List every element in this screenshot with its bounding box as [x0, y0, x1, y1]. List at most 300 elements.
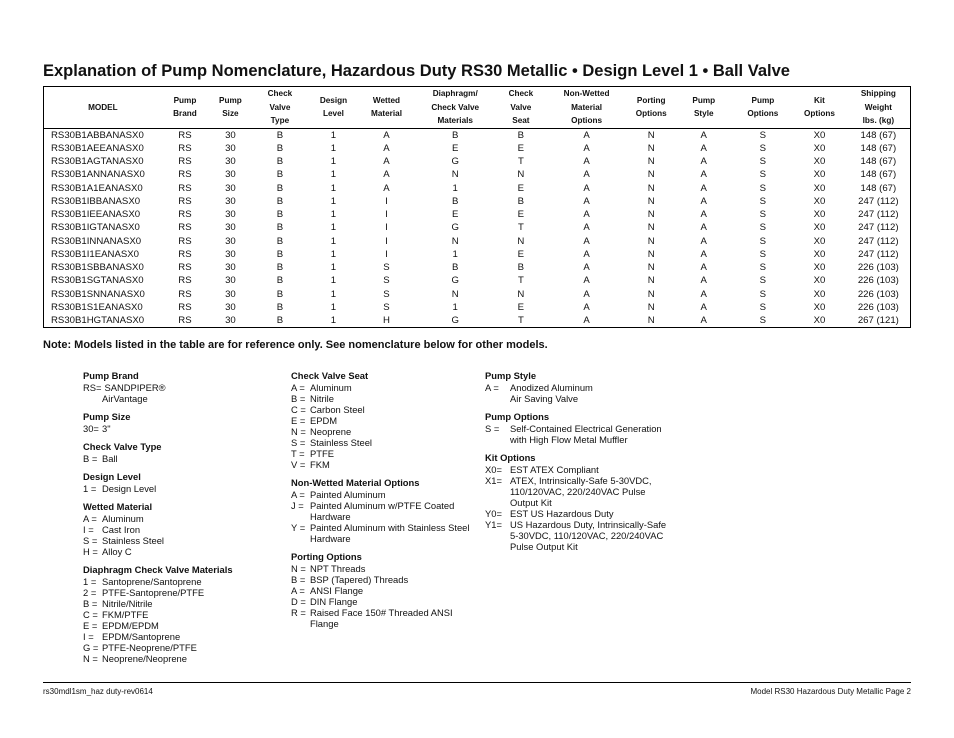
column-header [162, 87, 208, 129]
table-cell: E [517, 142, 525, 154]
legend-code: 30= [83, 423, 99, 434]
table-cell: A [583, 275, 590, 287]
legend-item [291, 489, 471, 500]
legend-section [83, 370, 268, 404]
legend-item [83, 535, 268, 546]
legend-description: Santoprene/Santoprene [102, 576, 202, 587]
column-header [497, 87, 544, 129]
column-header [413, 87, 497, 129]
column-header [674, 87, 734, 129]
table-cell: 30 [225, 195, 236, 207]
legend-description: Painted Aluminum w/PTFE Coated Hardware [310, 500, 455, 522]
column-header [44, 87, 162, 129]
table-cell: RS [178, 156, 192, 168]
legend-item [291, 382, 471, 393]
legend-description: Carbon Steel [310, 404, 365, 415]
legend-code: E = [291, 415, 306, 426]
column-header [253, 87, 308, 129]
legend-item [291, 607, 471, 629]
table-cell: S [759, 275, 767, 287]
legend-description: DIN Flange [310, 596, 358, 607]
table-cell: 226 (103) [847, 288, 911, 301]
legend-code: D = [291, 596, 306, 607]
table-cell: A [583, 169, 590, 181]
legend-item [83, 631, 268, 642]
column-header-line: Materials [437, 116, 473, 125]
legend-code: A = [291, 585, 305, 596]
legend-code: S = [485, 423, 500, 434]
table-cell: S [759, 262, 767, 274]
table-cell: A [700, 248, 707, 260]
table-cell: G [413, 314, 497, 328]
legend-item [83, 453, 268, 464]
table-cell: B [276, 301, 284, 313]
table-row [44, 301, 911, 314]
table-cell: N [517, 235, 525, 247]
legend-item [291, 574, 471, 585]
legend-description: EST US Hazardous Duty [510, 508, 614, 519]
legend-item [485, 464, 670, 475]
column-header-line: Porting [636, 95, 666, 105]
legend-column-3 [485, 370, 670, 559]
legend-code: 1 = [83, 483, 97, 494]
table-cell: G [451, 222, 459, 234]
table-cell: N [647, 288, 655, 300]
legend-heading: Check Valve Seat [291, 370, 369, 381]
column-header-line: Pump [219, 95, 242, 105]
legend-item [83, 587, 268, 598]
table-cell: 30 [225, 169, 236, 181]
table-cell: N [451, 288, 459, 300]
column-header [792, 87, 847, 129]
table-cell: X0 [813, 301, 826, 313]
table-cell: 30 [225, 156, 236, 168]
table-cell: E [517, 301, 525, 313]
legend-item [83, 393, 268, 404]
table-cell: N [647, 235, 655, 247]
table-cell: RS [178, 222, 192, 234]
model-cell: RS30B1HGTANASX0 [44, 314, 162, 328]
column-header-line: Pump [173, 95, 197, 105]
table-cell: 1 [330, 142, 337, 154]
table-cell: N [647, 195, 655, 207]
column-header-line: Diaphragm/ [432, 89, 478, 98]
table-cell: 247 (112) [847, 235, 911, 248]
legend-section [291, 370, 471, 470]
legend-heading: Wetted Material [83, 501, 153, 512]
table-cell: A [700, 275, 707, 287]
table-cell: N [647, 142, 655, 154]
column-header-line: Options [747, 109, 779, 119]
table-cell: S [759, 156, 767, 168]
legend-description: Self-Contained Electrical Generation with High Flow Metal Muffler [510, 423, 662, 445]
legend-description: Painted Aluminum with Stainless Steel Hardware [310, 522, 470, 544]
column-header-line: Level [323, 109, 344, 119]
table-cell: A [583, 156, 590, 168]
legend-item [83, 382, 268, 393]
table-cell: A [700, 301, 707, 313]
legend-item [83, 642, 268, 653]
table-cell: B [276, 156, 284, 168]
table-cell: 1 [330, 275, 337, 287]
legend-code: B = [83, 453, 98, 464]
table-cell: 1 [330, 262, 337, 274]
table-row [44, 195, 911, 208]
column-header [734, 87, 793, 129]
table-cell: A [674, 314, 734, 328]
table-cell: A [700, 129, 707, 141]
column-header-line: Valve [269, 102, 291, 112]
table-cell: N [647, 301, 655, 313]
model-cell: RS30B1I1EANASX0 [44, 248, 162, 261]
legend-code: J = [291, 500, 304, 511]
legend-description: Nitrile [310, 393, 334, 404]
model-cell: RS30B1AEEANASX0 [44, 142, 162, 155]
legend-section [83, 564, 268, 664]
table-cell: E [517, 248, 525, 260]
legend-section [83, 471, 268, 494]
table-row [44, 142, 911, 155]
legend-code: B = [291, 574, 306, 585]
legend-description: Raised Face 150# Threaded ANSI Flange [310, 607, 453, 629]
legend-heading: Non-Wetted Material Options [291, 477, 420, 488]
table-cell: A [583, 235, 590, 247]
legend-heading: Check Valve Type [83, 441, 162, 452]
table-cell: 148 (67) [847, 155, 911, 168]
legend-heading: Pump Options [485, 411, 550, 422]
table-cell: T [517, 156, 524, 168]
model-cell: RS30B1IGTANASX0 [44, 221, 162, 234]
legend-column-2 [291, 370, 471, 636]
table-cell: B [276, 142, 284, 154]
table-cell: B [276, 222, 284, 234]
table-cell: X0 [813, 209, 826, 221]
legend-description: Nitrile/Nitrile [102, 598, 153, 609]
table-cell: E [517, 182, 525, 194]
table-cell: X0 [813, 195, 826, 207]
table-cell: A [383, 142, 390, 154]
legend-code: N = [83, 653, 98, 664]
table-cell: A [583, 262, 590, 274]
table-row [44, 155, 911, 168]
table-cell: B [517, 195, 525, 207]
column-header-line: Check Valve [431, 102, 480, 112]
column-header-line: Brand [173, 109, 197, 119]
table-cell: 30 [225, 129, 236, 141]
table-cell: X0 [813, 182, 826, 194]
legend-description: EPDM/Santoprene [102, 631, 181, 642]
table-cell: B [276, 169, 284, 181]
table-cell: S [759, 182, 767, 194]
model-cell: RS30B1SGTANASX0 [44, 274, 162, 287]
table-cell: A [583, 182, 590, 194]
column-header-line: Style [693, 109, 714, 119]
legend-item [291, 596, 471, 607]
table-cell: 30 [225, 222, 236, 234]
legend-description: Stainless Steel [102, 535, 165, 546]
table-cell: X0 [813, 222, 826, 234]
legend-heading: Pump Brand [83, 370, 139, 381]
legend-code: A = [291, 489, 305, 500]
table-cell: 1 [330, 248, 337, 260]
legend-code: C = [83, 609, 98, 620]
table-cell: 30 [225, 262, 236, 274]
table-cell: RS [178, 142, 192, 154]
table-cell: RS [178, 288, 192, 300]
model-cell: RS30B1IEEANASX0 [44, 208, 162, 221]
table-cell: S [759, 235, 767, 247]
legend-description: FKM/PTFE [102, 609, 149, 620]
table-cell: 30 [225, 248, 236, 260]
table-cell: S [383, 301, 390, 313]
legend-heading: Diaphragm Check Valve Materials [83, 564, 233, 575]
legend-item [291, 437, 471, 448]
column-header-line: Type [270, 116, 290, 125]
table-row [44, 288, 911, 301]
table-cell: S [759, 301, 767, 313]
table-cell: 1 [330, 222, 337, 234]
table-cell: A [383, 169, 390, 181]
legend-item [291, 585, 471, 596]
legend-code: RS= [83, 382, 102, 393]
legend-code: A = [291, 382, 305, 393]
legend-item [83, 524, 268, 535]
legend-code: N = [291, 426, 306, 437]
table-cell: N [628, 314, 673, 328]
table-cell: B [253, 314, 308, 328]
footer-doc-id: rs30mdl1sm_haz duty-rev0614 [43, 687, 153, 696]
column-header-line: Kit [813, 95, 825, 105]
column-header-line: Options [635, 109, 667, 119]
column-header [847, 87, 911, 129]
legend-description: Aluminum [102, 513, 144, 524]
model-cell: RS30B1SBBANASX0 [44, 261, 162, 274]
table-cell: N [647, 248, 655, 260]
legend-code: Y1= [485, 519, 502, 530]
legend-description: Stainless Steel [310, 437, 373, 448]
table-cell: B [276, 262, 284, 274]
table-cell: E [517, 209, 525, 221]
table-cell: 226 (103) [847, 261, 911, 274]
legend-code: I = [83, 524, 94, 535]
legend-code: 1 = [83, 576, 97, 587]
table-cell: A [383, 182, 390, 194]
table-cell: 30 [225, 142, 236, 154]
table-cell: N [647, 209, 655, 221]
table-row [44, 248, 911, 261]
table-cell: G [451, 275, 459, 287]
column-header-line: Options [803, 109, 835, 119]
table-cell: RS [178, 301, 192, 313]
page-title: Explanation of Pump Nomenclature, Hazardous Duty RS30 Metallic • Design Level 1 • Ball Valve [43, 62, 790, 80]
legend-item [291, 404, 471, 415]
table-cell: B [276, 129, 284, 141]
legend-item [485, 508, 670, 519]
table-cell: 30 [225, 182, 236, 194]
legend-code: E = [83, 620, 98, 631]
model-cell: RS30B1A1EANASX0 [44, 182, 162, 195]
table-cell: A [583, 248, 590, 260]
table-cell: N [647, 182, 655, 194]
legend-description: Painted Aluminum [310, 489, 386, 500]
legend-section [83, 501, 268, 557]
legend-item [83, 546, 268, 557]
legend-description: Alloy C [102, 546, 132, 557]
table-cell: S [759, 222, 767, 234]
table-cell: A [583, 222, 590, 234]
table-cell: X0 [813, 235, 826, 247]
table-cell: RS [178, 195, 192, 207]
table-cell: A [700, 209, 707, 221]
legend-code: I = [83, 631, 94, 642]
table-cell: A [700, 169, 707, 181]
table-cell: S [759, 142, 767, 154]
column-header-line: Non-Wetted [563, 89, 610, 98]
table-cell: S [759, 129, 767, 141]
table-cell: 30 [225, 288, 236, 300]
table-cell: H [360, 314, 414, 328]
legend-item [291, 448, 471, 459]
table-cell: S [759, 209, 767, 221]
legend-item [83, 513, 268, 524]
table-cell: RS [178, 182, 192, 194]
table-cell: B [517, 262, 525, 274]
table-cell: 30 [225, 209, 236, 221]
legend-code: B = [83, 598, 98, 609]
legend-description: Cast Iron [102, 524, 141, 535]
table-cell: A [383, 129, 390, 141]
table-cell: A [583, 301, 590, 313]
table-cell: A [700, 262, 707, 274]
table-cell: 30 [225, 235, 236, 247]
column-header-line: Pump [692, 95, 716, 105]
legend-item [485, 519, 670, 552]
legend-item [83, 483, 268, 494]
table-cell: A [583, 288, 590, 300]
legend-section [485, 452, 670, 552]
legend-code: Y = [291, 522, 306, 533]
table-cell: A [700, 156, 707, 168]
model-cell: RS30B1ANNANASX0 [44, 168, 162, 181]
table-cell: B [276, 209, 284, 221]
column-header-line: Size [222, 109, 239, 119]
legend-item [485, 393, 670, 404]
table-cell: X0 [813, 142, 826, 154]
table-cell: 226 (103) [847, 301, 911, 314]
table-cell: X0 [792, 314, 847, 328]
table-cell: 1 [330, 195, 337, 207]
legend-item [291, 393, 471, 404]
table-cell: N [647, 222, 655, 234]
table-cell: 1 [330, 169, 337, 181]
legend-description: Ball [102, 453, 118, 464]
table-cell: A [583, 209, 590, 221]
table-row [44, 235, 911, 248]
reference-note: Note: Models listed in the table are for reference only. See nomenclature below for other models. [43, 339, 548, 351]
table-cell: S [383, 262, 390, 274]
nomenclature-table [43, 86, 911, 328]
legend-item [291, 426, 471, 437]
table-cell: S [759, 288, 767, 300]
column-header [307, 87, 360, 129]
legend-code [485, 393, 510, 404]
legend-description: AirVantage [102, 393, 148, 404]
model-cell: RS30B1IBBANASX0 [44, 195, 162, 208]
table-row [44, 208, 911, 221]
table-cell: N [647, 156, 655, 168]
legend-section [291, 551, 471, 629]
legend-description: US Hazardous Duty, Intrinsically-Safe 5-30VDC, 110/120VAC, 220/240VAC Pulse Output Kit [510, 519, 667, 552]
table-cell: RS [178, 129, 192, 141]
legend-item [485, 382, 670, 393]
table-cell: 1 [452, 301, 458, 313]
table-cell: X0 [813, 156, 826, 168]
legend-description: Aluminum [310, 382, 352, 393]
table-cell: N [451, 169, 459, 181]
table-cell: A [383, 156, 390, 168]
table-cell: S [759, 195, 767, 207]
table-cell: 1 [452, 248, 458, 260]
column-header-line: Wetted [372, 95, 401, 105]
table-cell: I [385, 222, 388, 234]
legend-code: N = [291, 563, 306, 574]
table-cell: 1 [330, 288, 337, 300]
legend-item [485, 475, 670, 508]
legend-section [83, 411, 268, 434]
legend-item [83, 653, 268, 664]
legend-section [83, 441, 268, 464]
table-cell: B [452, 129, 459, 141]
table-cell: 1 [330, 129, 337, 141]
legend-code: S = [291, 437, 306, 448]
table-cell: B [276, 248, 284, 260]
table-cell: 148 (67) [847, 168, 911, 181]
table-cell: 148 (67) [847, 182, 911, 195]
column-header-line: Options [571, 116, 603, 125]
table-cell: 30 [225, 275, 236, 287]
table-row [44, 314, 911, 328]
model-cell: RS30B1SNNANASX0 [44, 288, 162, 301]
table-cell: N [647, 169, 655, 181]
table-cell: 1 [452, 182, 458, 194]
table-cell: A [700, 235, 707, 247]
table-cell: B [452, 195, 459, 207]
table-cell: E [452, 142, 459, 154]
table-cell: I [385, 209, 388, 221]
table-cell: RS [178, 275, 192, 287]
legend-item [291, 459, 471, 470]
table-cell: X0 [813, 129, 826, 141]
table-cell: X0 [813, 248, 826, 260]
legend-item [291, 563, 471, 574]
table-cell: S [759, 169, 767, 181]
legend-description: NPT Threads [310, 563, 366, 574]
table-cell: A [583, 142, 590, 154]
table-cell: G [451, 156, 459, 168]
column-header [360, 87, 414, 129]
legend-item [83, 609, 268, 620]
table-header-row [44, 87, 911, 129]
table-cell: RS [178, 235, 192, 247]
table-cell: T [517, 222, 524, 234]
table-cell: B [276, 182, 284, 194]
table-cell: N [647, 129, 655, 141]
model-cell: RS30B1S1EANASX0 [44, 301, 162, 314]
table-cell: A [700, 195, 707, 207]
table-cell: 1 [330, 209, 337, 221]
table-cell: 247 (112) [847, 208, 911, 221]
legend-section [485, 411, 670, 445]
